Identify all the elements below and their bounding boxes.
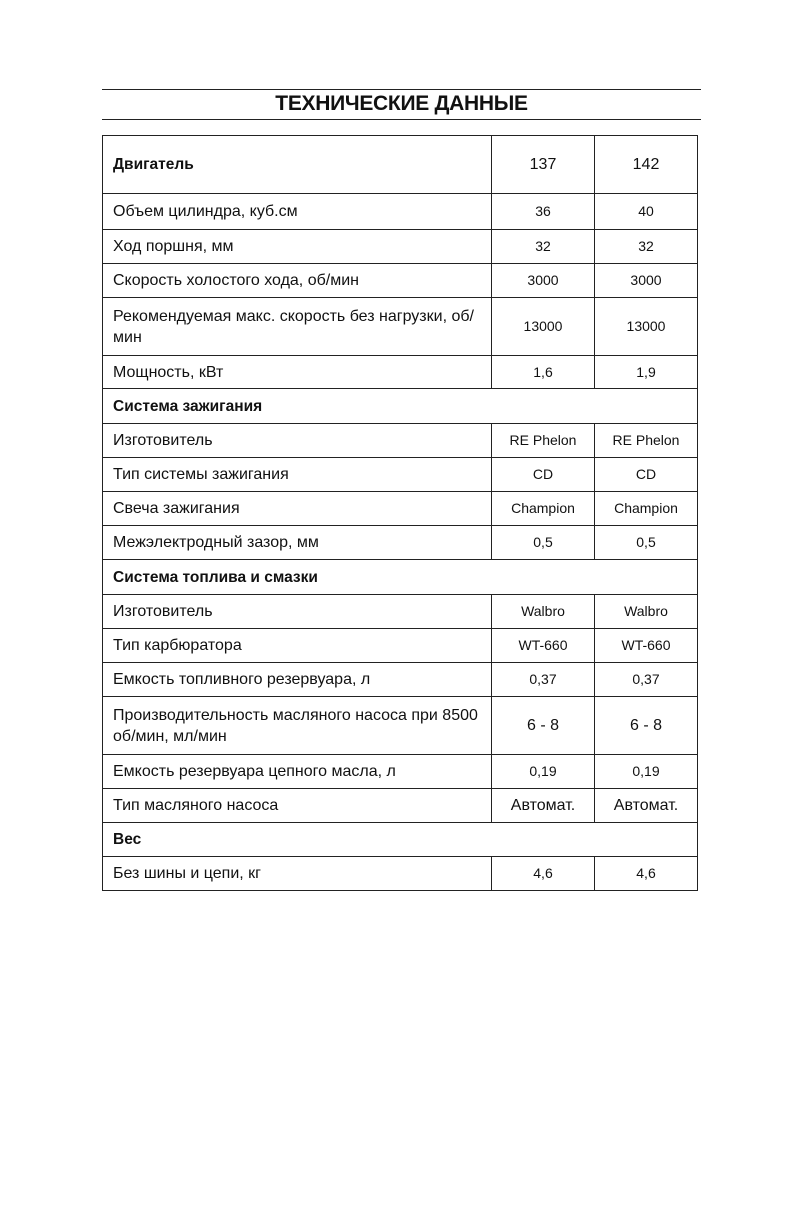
- row-label: Мощность, кВт: [103, 356, 492, 389]
- table-row: [103, 526, 698, 560]
- row-label: Изготовитель: [103, 424, 492, 458]
- section-title-weight: Вес: [103, 823, 698, 857]
- table-row: [103, 194, 698, 230]
- row-value-137: 6 - 8: [492, 697, 595, 755]
- model-142: 142: [595, 136, 698, 194]
- row-value-142: 0,37: [595, 663, 698, 697]
- row-label: Тип масляного насоса: [103, 789, 492, 823]
- row-value-142: 4,6: [595, 857, 698, 891]
- section-row: [103, 560, 698, 595]
- section-row: [103, 389, 698, 424]
- row-value-137: 0,37: [492, 663, 595, 697]
- row-label: Межэлектродный зазор, мм: [103, 526, 492, 560]
- row-value-137: 1,6: [492, 356, 595, 389]
- row-label: Производительность масляного насоса при 8500 об/мин, мл/мин: [103, 697, 492, 755]
- row-value-142: 6 - 8: [595, 697, 698, 755]
- row-value-142: 3000: [595, 264, 698, 298]
- table-row: [103, 789, 698, 823]
- row-value-137: 3000: [492, 264, 595, 298]
- row-label: Скорость холостого хода, об/мин: [103, 264, 492, 298]
- row-label: Рекомендуемая макс. скорость без нагрузки, об/мин: [103, 298, 492, 356]
- table-row: [103, 230, 698, 264]
- row-label: Ход поршня, мм: [103, 230, 492, 264]
- row-value-142: 40: [595, 194, 698, 230]
- table-row: [103, 755, 698, 789]
- row-label: Тип системы зажигания: [103, 458, 492, 492]
- model-137: 137: [492, 136, 595, 194]
- row-value-137: 13000: [492, 298, 595, 356]
- specs-table: [102, 135, 698, 891]
- row-value-137: 36: [492, 194, 595, 230]
- header-row: [103, 136, 698, 194]
- row-label: Объем цилиндра, куб.см: [103, 194, 492, 230]
- row-value-142: WT-660: [595, 629, 698, 663]
- table-row: [103, 298, 698, 356]
- header-label: Двигатель: [103, 136, 492, 194]
- row-value-137: Champion: [492, 492, 595, 526]
- row-value-142: Автомат.: [595, 789, 698, 823]
- table-row: [103, 595, 698, 629]
- table-row: [103, 629, 698, 663]
- row-label: Емкость топливного резервуара, л: [103, 663, 492, 697]
- table-row: [103, 356, 698, 389]
- row-label: Емкость резервуара цепного масла, л: [103, 755, 492, 789]
- page-title: ТЕХНИЧЕСКИЕ ДАННЫЕ: [275, 92, 528, 115]
- table-row: [103, 697, 698, 755]
- row-value-137: WT-660: [492, 629, 595, 663]
- row-value-137: 0,19: [492, 755, 595, 789]
- table-row: [103, 458, 698, 492]
- row-label: Изготовитель: [103, 595, 492, 629]
- title-rule-bottom: [102, 119, 701, 120]
- row-value-142: 13000: [595, 298, 698, 356]
- row-value-137: 4,6: [492, 857, 595, 891]
- row-value-137: Автомат.: [492, 789, 595, 823]
- row-value-137: CD: [492, 458, 595, 492]
- row-value-142: 1,9: [595, 356, 698, 389]
- row-value-142: 0,5: [595, 526, 698, 560]
- section-title-fuel: Система топлива и смазки: [103, 560, 698, 595]
- row-label: Свеча зажигания: [103, 492, 492, 526]
- row-value-137: RE Phelon: [492, 424, 595, 458]
- row-value-137: 0,5: [492, 526, 595, 560]
- row-value-142: CD: [595, 458, 698, 492]
- table-row: [103, 663, 698, 697]
- row-value-142: 0,19: [595, 755, 698, 789]
- row-value-142: 32: [595, 230, 698, 264]
- row-value-142: Champion: [595, 492, 698, 526]
- row-value-137: 32: [492, 230, 595, 264]
- table-row: [103, 857, 698, 891]
- row-value-142: Walbro: [595, 595, 698, 629]
- section-title-ignition: Система зажигания: [103, 389, 698, 424]
- table-row: [103, 492, 698, 526]
- row-value-137: Walbro: [492, 595, 595, 629]
- table-row: [103, 424, 698, 458]
- section-row: [103, 823, 698, 857]
- row-label: Тип карбюратора: [103, 629, 492, 663]
- row-value-142: RE Phelon: [595, 424, 698, 458]
- row-label: Без шины и цепи, кг: [103, 857, 492, 891]
- table-row: [103, 264, 698, 298]
